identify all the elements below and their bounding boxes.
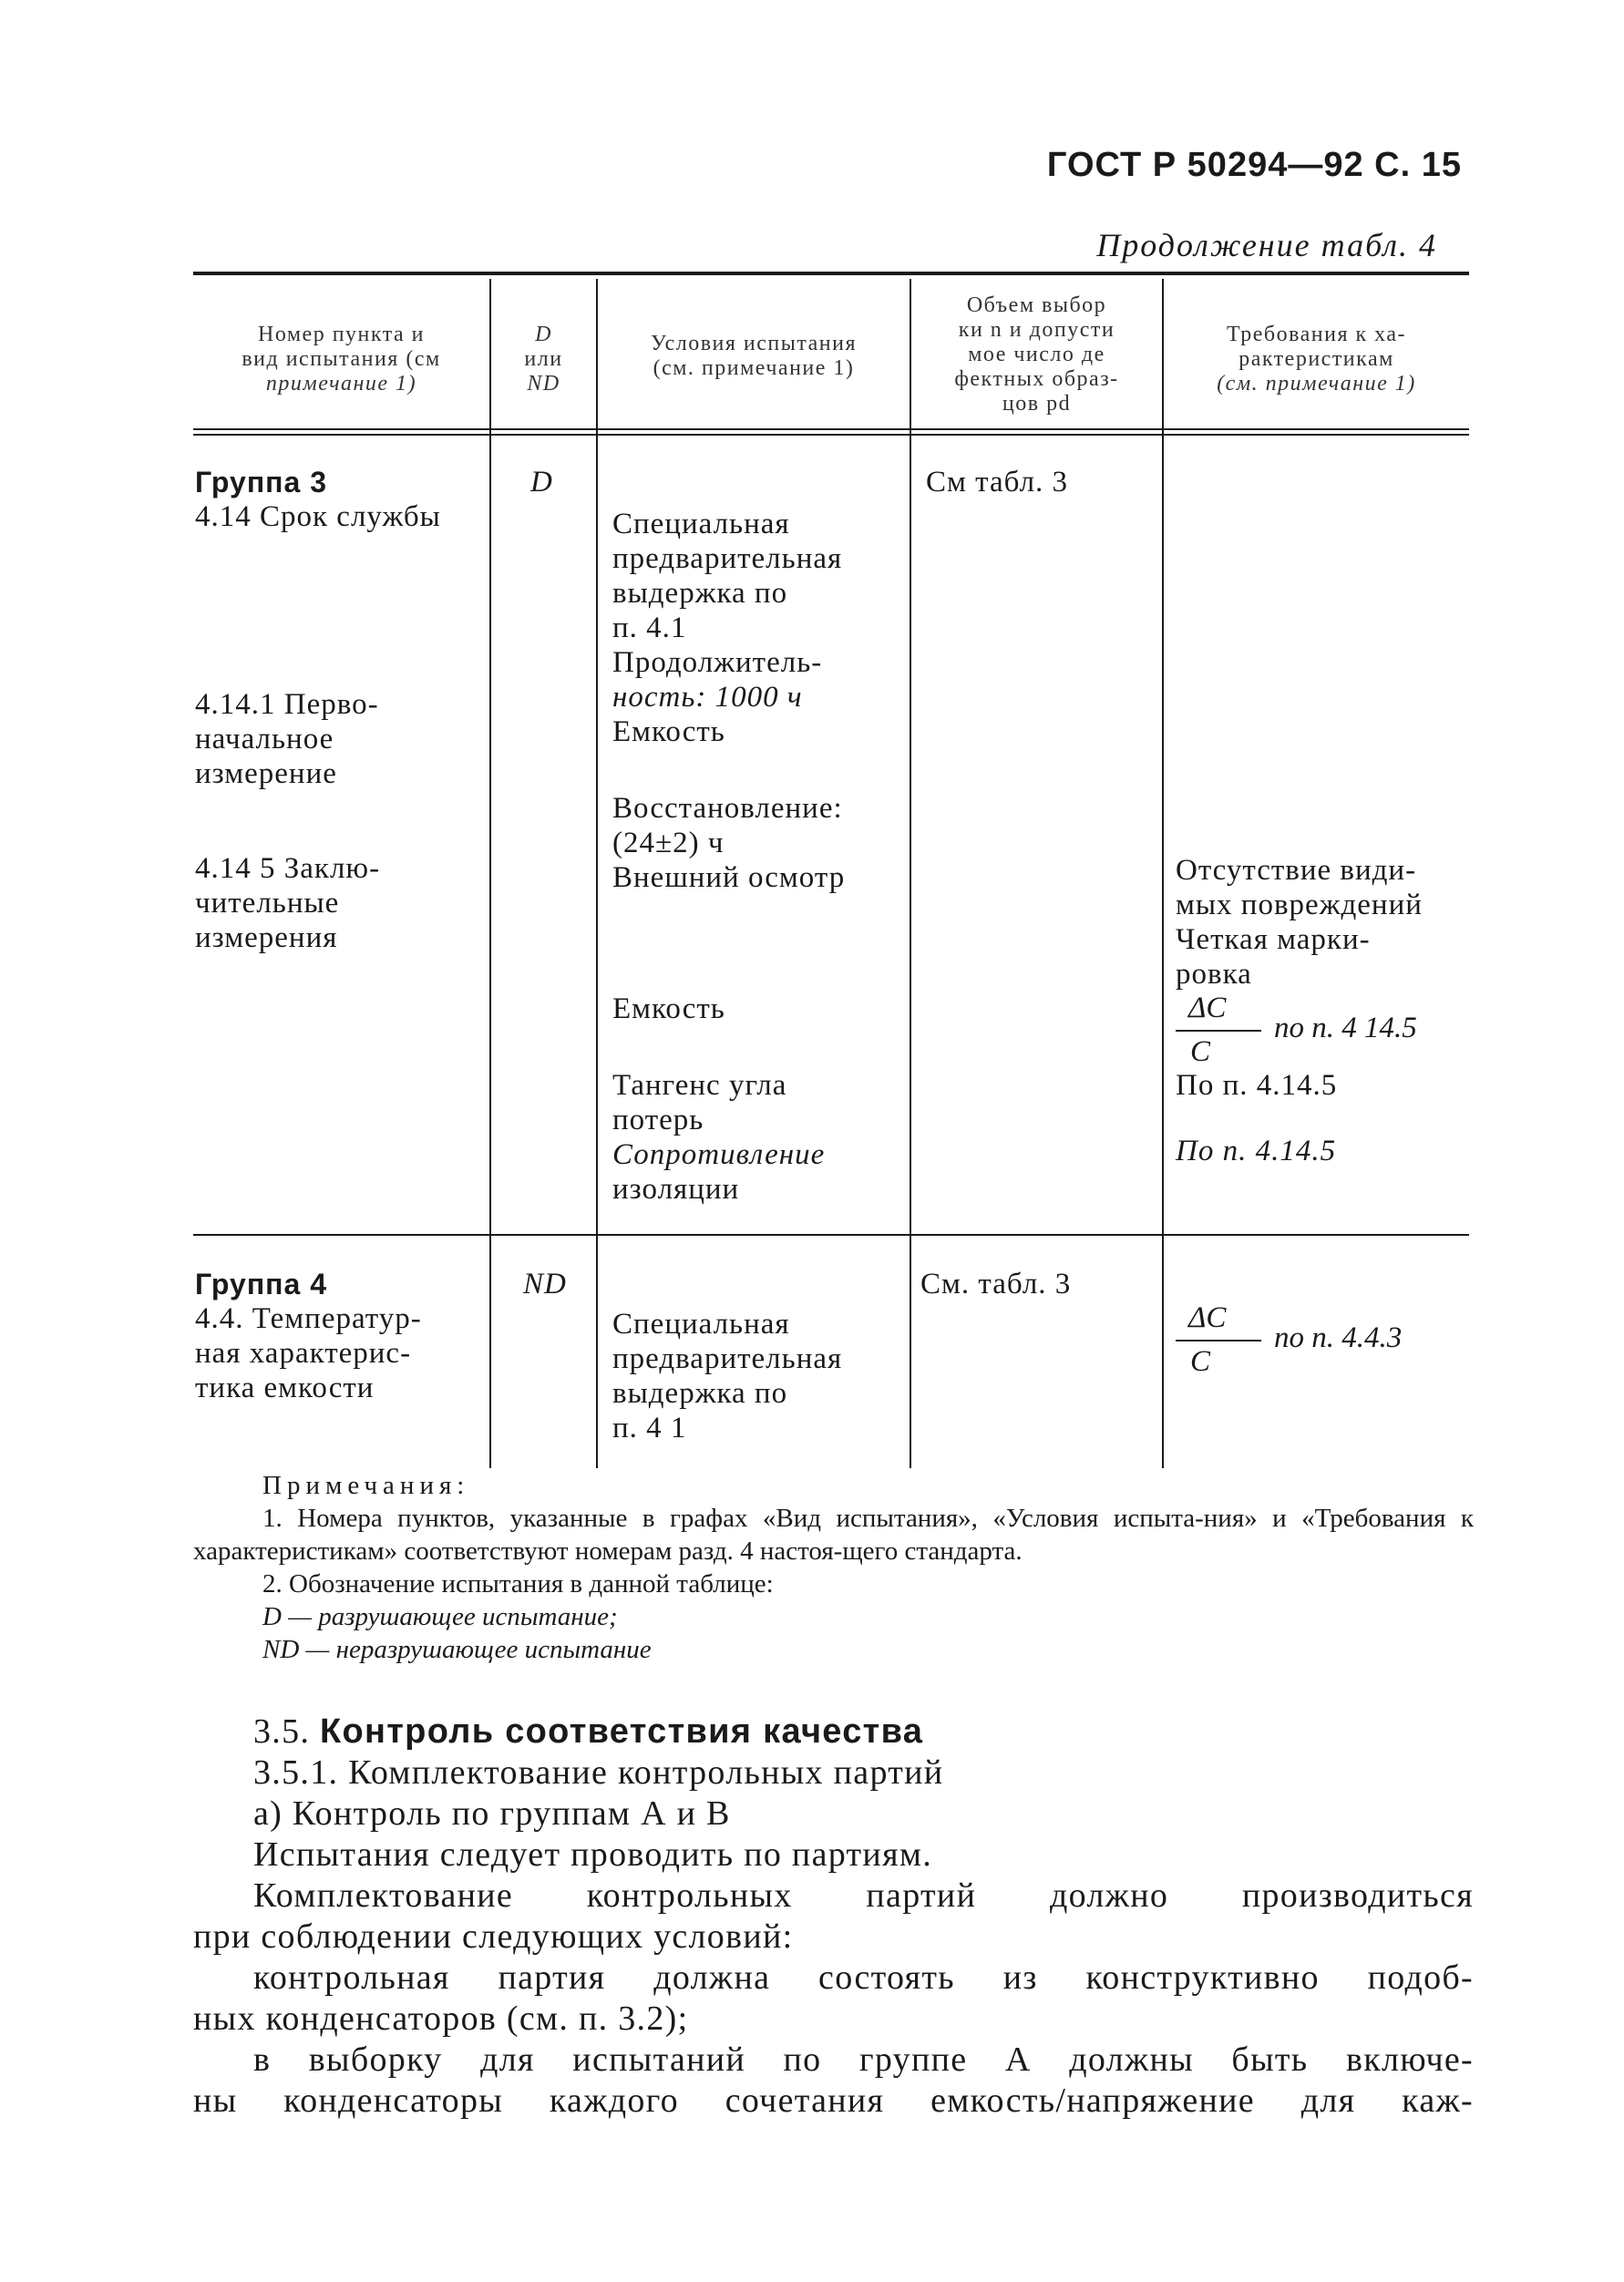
item-line: 4.14.1 Перво- — [195, 688, 379, 721]
header-conditions — [598, 332, 910, 381]
header-item — [193, 323, 489, 396]
col-divider-4 — [1162, 279, 1164, 1468]
condition-line: Специальная — [612, 508, 790, 540]
subsection-a: а) Контроль по группам А и В — [253, 1794, 731, 1833]
notes-title: Примечания: — [262, 1471, 470, 1500]
header-requirements — [1164, 323, 1469, 396]
header-rule-2 — [193, 434, 1469, 436]
header-rule-1 — [193, 428, 1469, 430]
condition-line: Тангенс угла — [612, 1069, 787, 1102]
test-table — [193, 272, 1469, 1470]
header-text: ки n и допусти — [958, 318, 1115, 342]
col-divider-2 — [596, 279, 598, 1468]
paragraph-4-line-2: ны конденсаторы каждого сочетания емкость/напряжение для каж- — [193, 2082, 1474, 2120]
group3-delta-c-fraction — [1176, 992, 1467, 1074]
condition-line: Продолжитель- — [612, 646, 823, 679]
requirement-line: Отсутствие види- — [1176, 854, 1417, 887]
fraction-numerator: ΔC — [1188, 1301, 1227, 1334]
group4-conditions — [612, 1307, 842, 1445]
note-2b: ND — неразрушающее испытание — [262, 1635, 652, 1664]
fraction-numerator: ΔC — [1188, 992, 1227, 1024]
fraction-bar — [1176, 1340, 1261, 1341]
paragraph-3-line-2: ных конденсаторов (см. п. 3.2); — [193, 1999, 689, 2038]
header-text: D — [535, 323, 552, 346]
item-line: ная характерис- — [195, 1337, 412, 1370]
group4-dnd: ND — [523, 1268, 567, 1300]
requirement-line: Четкая марки- — [1176, 923, 1371, 956]
fraction-denominator: C — [1190, 1345, 1211, 1378]
header-text: вид испытания (см — [242, 347, 441, 371]
condition-line: выдержка по — [612, 577, 788, 610]
header-text: мое число де — [968, 343, 1105, 366]
header-text: (см. примечание 1) — [653, 356, 855, 380]
col-divider-1 — [489, 279, 491, 1468]
group3-capacitance-final: Емкость — [612, 992, 725, 1025]
header-text: (см. примечание 1) — [1217, 372, 1416, 396]
header-dnd — [491, 323, 596, 396]
group-separator-rule — [193, 1234, 1469, 1236]
header-text: рактеристикам — [1239, 347, 1394, 371]
group3-req-insulation: По п. 4.14.5 — [1176, 1135, 1337, 1167]
table-top-rule — [193, 272, 1469, 275]
requirement-line: ровка — [1176, 958, 1252, 991]
header-text: фектных образ- — [954, 367, 1119, 391]
fraction-reference: по п. 4 14.5 — [1274, 1012, 1417, 1044]
condition-line: (24±2) ч — [612, 827, 725, 859]
header-text: Условия испытания — [650, 332, 858, 355]
group3-sample: См табл. 3 — [926, 466, 1069, 499]
paragraph-3-line-1: контрольная партия должна состоять из конструктивно подоб- — [253, 1958, 1474, 1997]
note-2a: D — разрушающее испытание; — [262, 1602, 618, 1631]
condition-line: Сопротивление — [612, 1138, 826, 1171]
condition-line: Восстановление: — [612, 792, 843, 825]
fraction-denominator: C — [1190, 1035, 1211, 1068]
fraction-bar — [1176, 1030, 1261, 1032]
group4-delta-c-fraction — [1176, 1301, 1467, 1383]
group3-item-final — [195, 851, 380, 955]
section-heading — [193, 1712, 1474, 1753]
condition-line: выдержка по — [612, 1377, 788, 1410]
subsection-heading: 3.5.1. Комплектование контрольных партий — [253, 1753, 944, 1792]
group3-title: Группа 3 — [195, 466, 327, 499]
fraction-reference: по п. 4.4.3 — [1274, 1321, 1403, 1354]
condition-line: потерь — [612, 1104, 704, 1136]
group3-dnd: D — [530, 466, 553, 499]
paragraph-1: Испытания следует проводить по партиям. — [253, 1835, 932, 1874]
item-line: измерение — [195, 757, 337, 790]
paragraph-2-line-1: Комплектование контрольных партий должно производиться — [253, 1876, 1474, 1915]
item-line: тика емкости — [195, 1372, 375, 1404]
item-line: начальное — [195, 723, 334, 756]
group3-losses — [612, 1068, 825, 1207]
table-notes — [193, 1469, 1474, 1666]
section-number: 3.5. — [253, 1712, 311, 1751]
item-line: чительные — [195, 887, 340, 920]
group3-conditions — [612, 507, 842, 749]
item-line: измерения — [195, 921, 338, 954]
header-text: цов pd — [1002, 392, 1072, 416]
header-text: Требования к ха- — [1227, 323, 1406, 346]
header-sample — [911, 293, 1162, 416]
condition-line: Емкость — [612, 715, 725, 748]
group4-title: Группа 4 — [195, 1268, 327, 1300]
note-2: 2. Обозначение испытания в данной таблице: — [262, 1569, 774, 1598]
table-continuation: Продолжение табл. 4 — [1096, 227, 1437, 263]
group3-requirements — [1176, 853, 1423, 992]
header-text: Объем выбор — [966, 293, 1107, 317]
condition-line: предварительная — [612, 542, 843, 575]
paragraph-2-line-2: при соблюдении следующих условий: — [193, 1917, 794, 1956]
group4-sample: См. табл. 3 — [920, 1268, 1072, 1300]
group3-item-initial — [195, 687, 379, 791]
condition-line: п. 4 1 — [612, 1412, 687, 1444]
group3-recovery — [612, 791, 845, 895]
condition-line: ность: 1000 ч — [612, 681, 803, 714]
paragraph-4-line-1: в выборку для испытаний по группе А должны быть включе- — [253, 2040, 1474, 2079]
note-1: 1. Номера пунктов, указанные в графах «Вид испытания», «Условия испыта-ния» и «Требования к характеристикам» соответствуют номерам разд. 4 настоя-щего стандарта. — [193, 1504, 1474, 1566]
group3-req-losses: По п. 4.14.5 — [1176, 1069, 1338, 1102]
header-text: или — [524, 347, 563, 371]
group4-item — [195, 1301, 422, 1405]
condition-line: Специальная — [612, 1308, 790, 1341]
condition-line: предварительная — [612, 1342, 843, 1375]
header-text: примечание 1) — [265, 372, 417, 396]
requirement-line: мых повреждений — [1176, 889, 1423, 921]
section-title: Контроль соответствия качества — [320, 1712, 924, 1751]
header-text: ND — [527, 372, 560, 396]
condition-line: п. 4.1 — [612, 612, 687, 644]
body-text — [193, 1712, 1474, 2122]
item-line: 4.14 5 Заклю- — [195, 852, 381, 885]
group3-item-lifetime: 4.14 Срок службы — [195, 500, 441, 533]
col-divider-3 — [910, 279, 911, 1468]
condition-line: изоляции — [612, 1173, 740, 1206]
item-line: 4.4. Температур- — [195, 1302, 422, 1335]
running-title: ГОСТ Р 50294—92 С. 15 — [1046, 146, 1462, 184]
header-text: Номер пункта и — [257, 323, 426, 346]
condition-line: Внешний осмотр — [612, 861, 846, 894]
